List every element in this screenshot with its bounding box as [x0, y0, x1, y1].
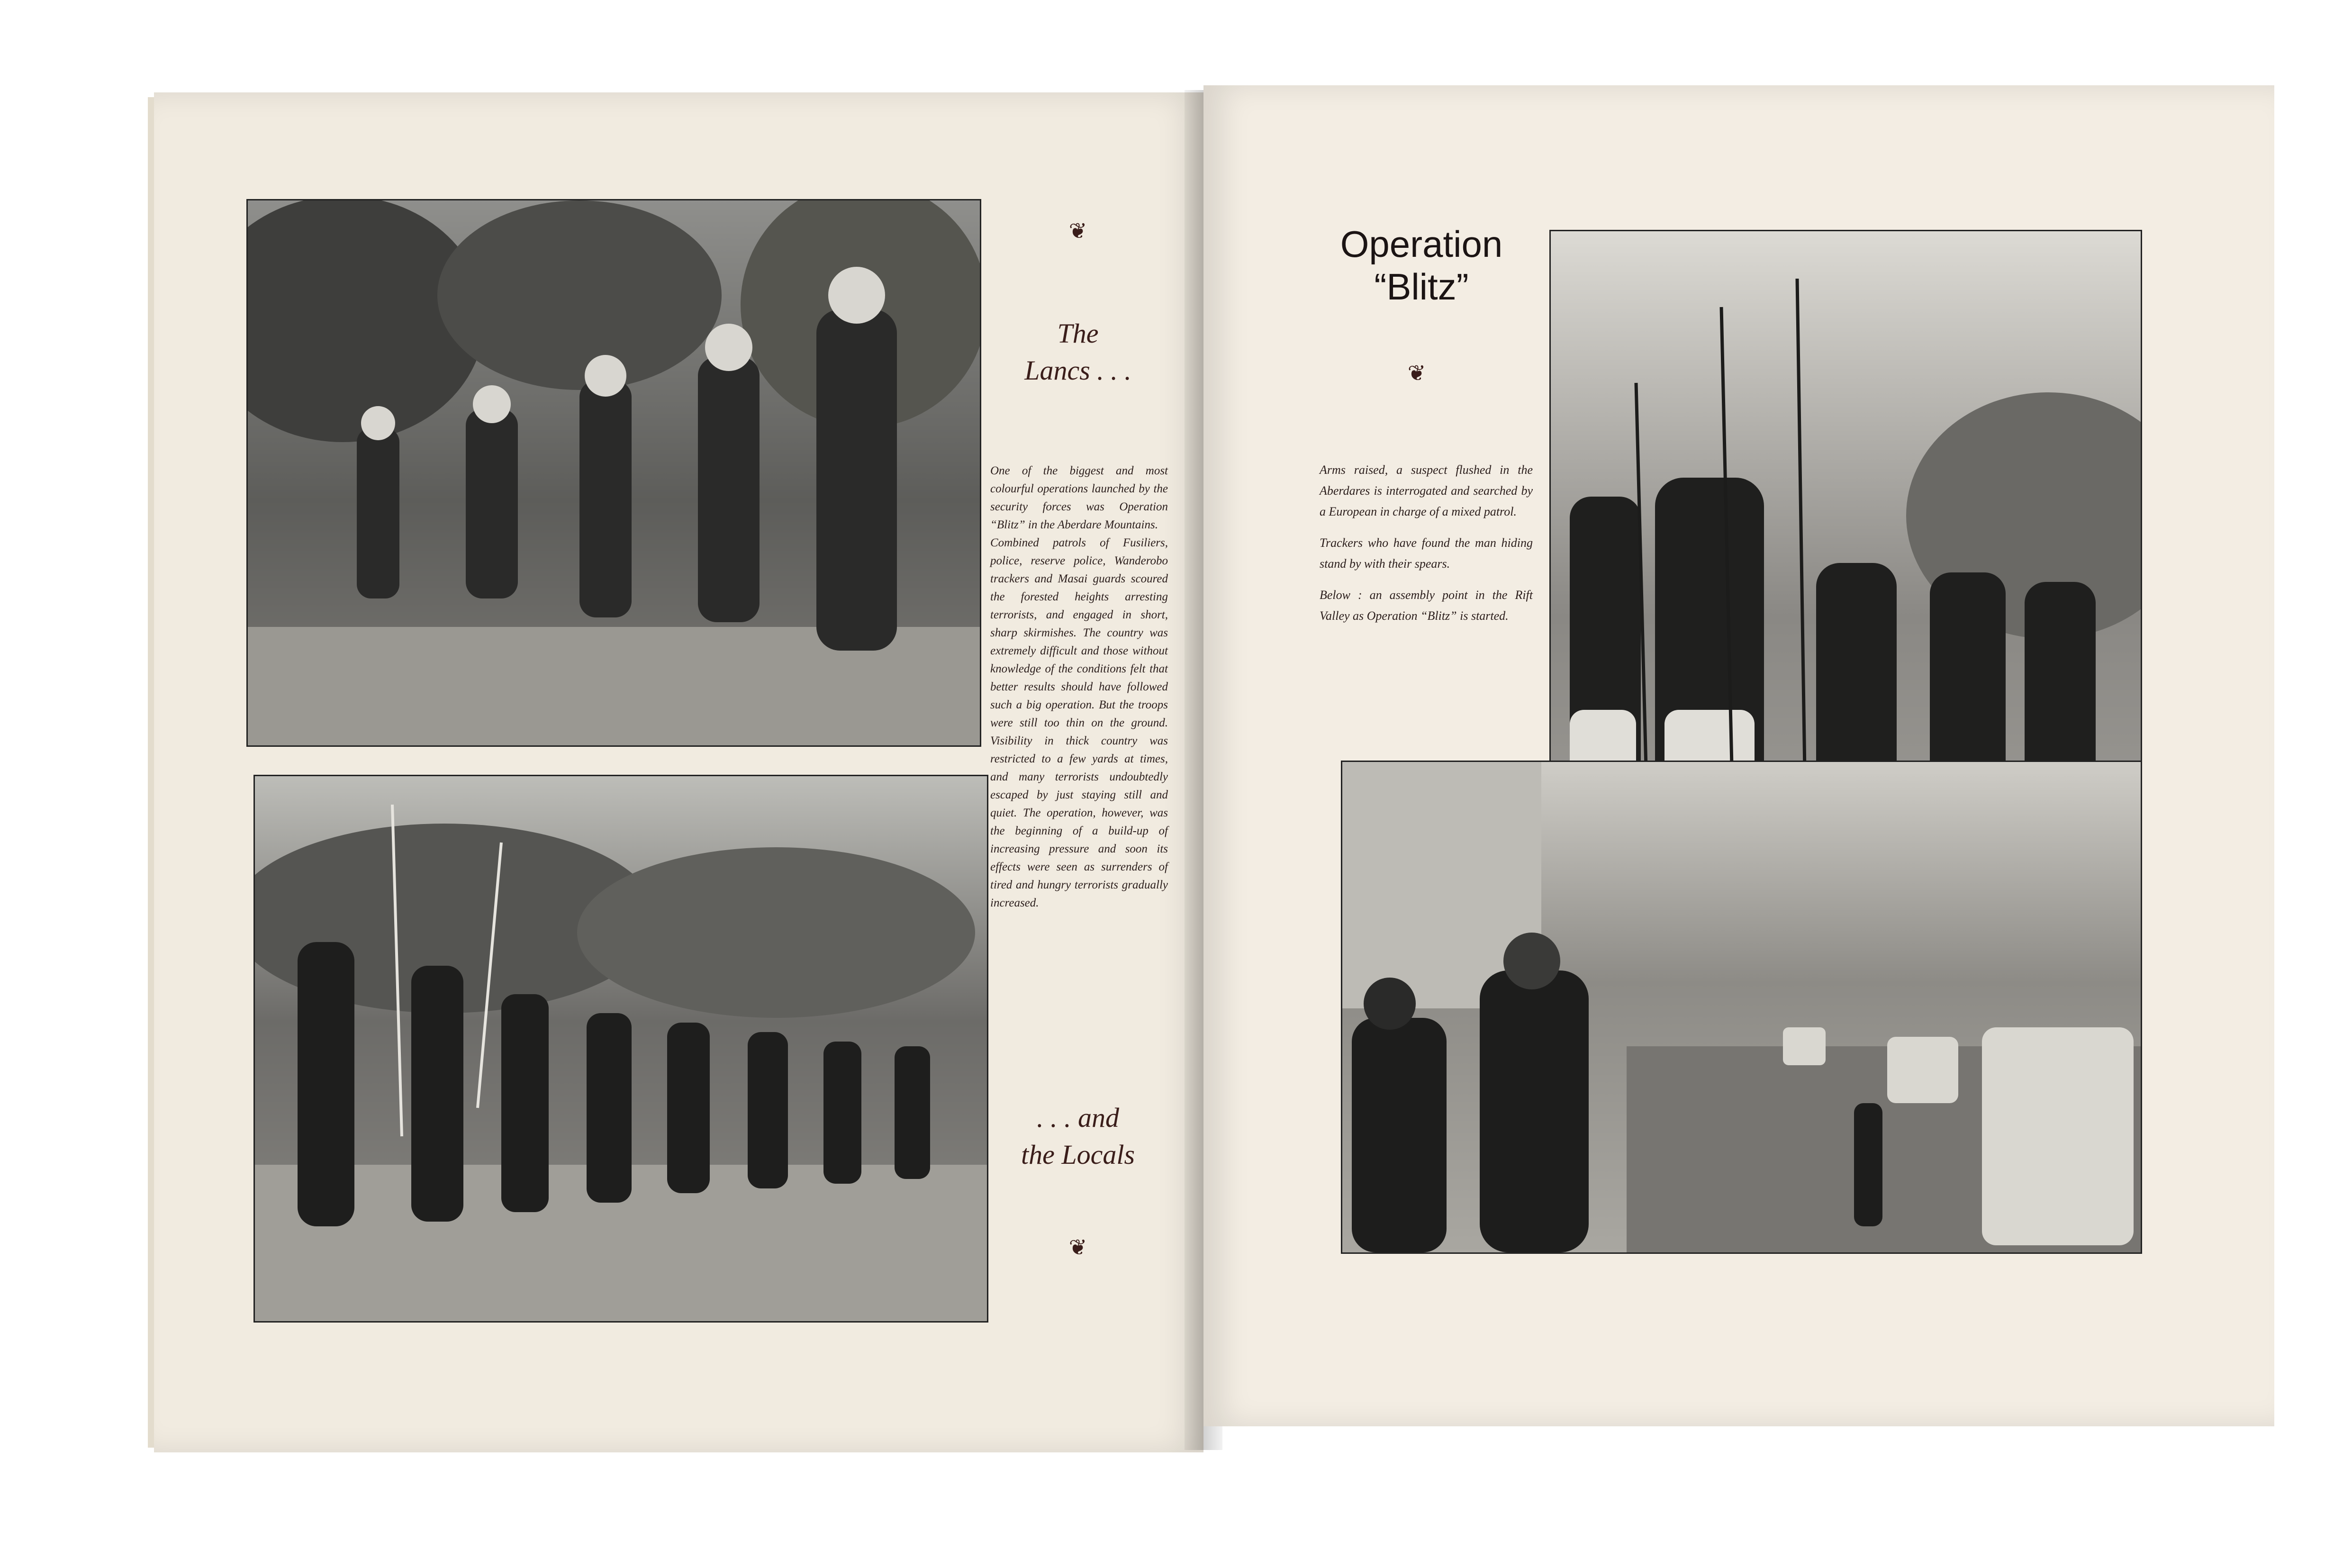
photo-captions	[1320, 460, 1533, 637]
caption-assembly-point: Below : an assembly point in the Rift Valley as Operation “Blitz” is started.	[1320, 588, 1533, 623]
heading-and-the-locals	[997, 1099, 1158, 1173]
photo-assembly-point	[1341, 761, 2142, 1254]
heading-the-lancs-line1: The	[1057, 318, 1099, 349]
article-paragraph-1: One of the biggest and most colourful operations launched by the security forces was Operation “Blitz” in the Aberdare Mountains.	[990, 464, 1168, 531]
ornament-right: ❦	[1407, 361, 1426, 385]
article-body	[990, 462, 1168, 912]
left-page	[154, 92, 1203, 1452]
photo-patrol-soldiers	[246, 199, 981, 747]
heading-operation-blitz	[1317, 223, 1526, 308]
right-page	[1203, 85, 2274, 1426]
caption-suspect: Arms raised, a suspect flushed in the Aberdares is interrogated and searched by a European in charge of a mixed patrol.	[1320, 463, 1533, 518]
heading-and-the-locals-line2: the Locals	[1021, 1139, 1135, 1170]
heading-operation-blitz-line2: “Blitz”	[1374, 266, 1469, 308]
caption-trackers: Trackers who have found the man hiding stand by with their spears.	[1320, 536, 1533, 571]
ornament-top: ❦	[1068, 219, 1087, 243]
article-paragraph-2: Combined patrols of Fusiliers, police, reserve police, Wanderobo trackers and Masai guards scoured the forested heights arresting terrorists, and engaged in short, sharp skirmishes. The country was extremely difficult and those without knowledge of the conditions felt that better results should have followed such a big operation. But the troops were still too thin on the ground. Visibility in thick country was restricted to a few yards at times, and many terrorists undoubtedly escaped by just staying still and quiet. The operation, however, was the beginning of a build-up of increasing pressure and soon its effects were seen as surrenders of tired and hungry terrorists gradually increased.	[990, 536, 1168, 909]
heading-operation-blitz-line1: Operation	[1340, 223, 1503, 265]
heading-the-lancs	[1002, 315, 1154, 389]
ornament-bottom: ❦	[1068, 1235, 1087, 1260]
heading-and-the-locals-line1: . . . and	[1037, 1102, 1119, 1133]
heading-the-lancs-line2: Lancs . . .	[1024, 355, 1131, 386]
photo-local-trackers	[253, 775, 988, 1323]
